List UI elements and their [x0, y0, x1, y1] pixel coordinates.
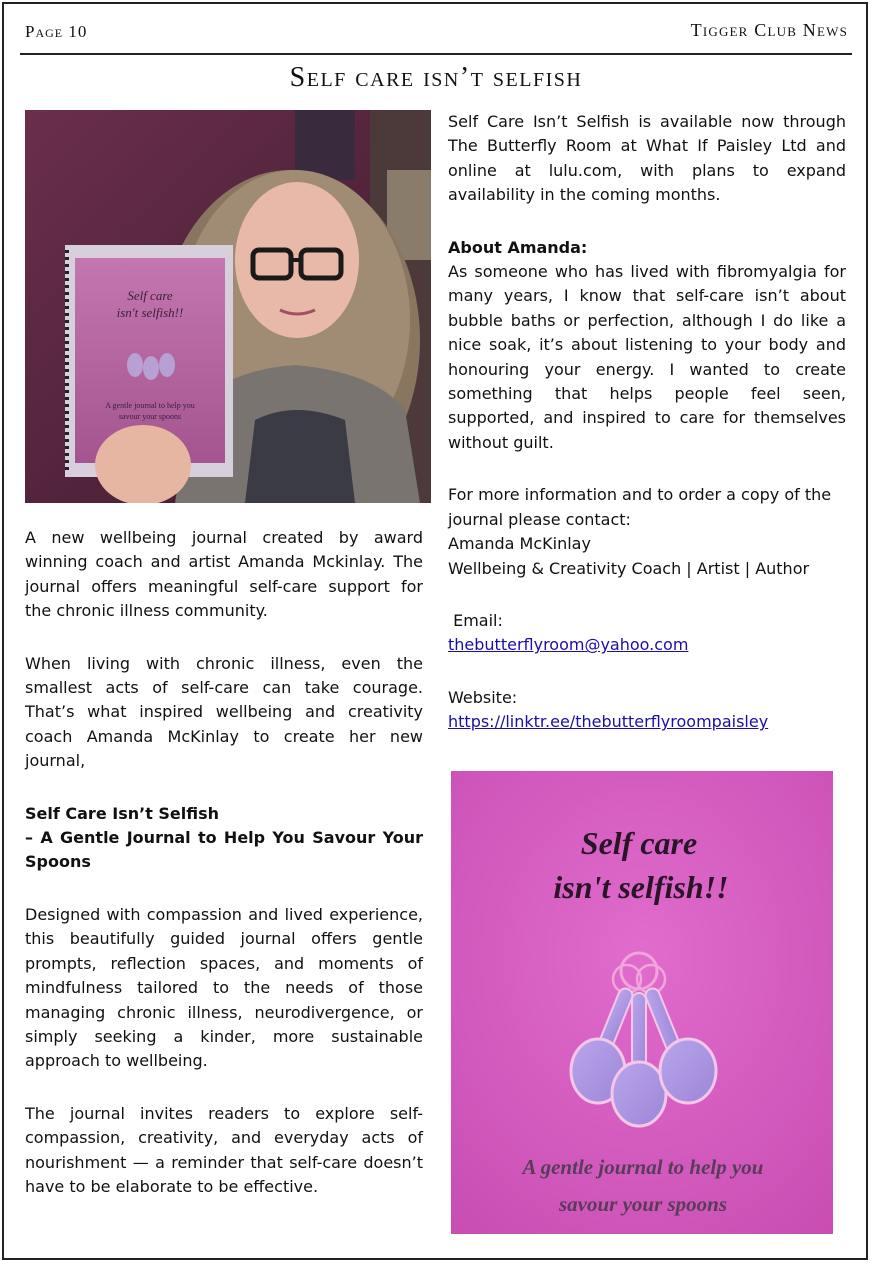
contact-name: Amanda McKinlay	[448, 534, 591, 554]
intro-paragraph: A new wellbeing journal created by award winning coach and artist Amanda Mckinlay. The journal offers meaningful self-care support for the chronic illness community.	[25, 528, 423, 621]
left-column	[25, 526, 423, 1199]
availability-paragraph: Self Care Isn’t Selfish is available now through The Butterfly Room at What If Paisley Ltd and online at lulu.com, with plans to expand availability in the coming months.	[448, 112, 846, 205]
svg-text:savour your spoons: savour your spoons	[118, 412, 182, 421]
contact-intro: For more information and to order a copy of the journal please contact:	[448, 485, 832, 529]
svg-text:Self care: Self care	[127, 288, 173, 303]
contact-role: Wellbeing & Creativity Coach | Artist | Author	[448, 558, 810, 578]
right-column	[448, 110, 846, 735]
cover-subtitle-line1: A gentle journal to help you	[522, 1155, 764, 1179]
journal-cover-image	[451, 771, 833, 1234]
cover-title-line2: isn't selfish!!	[553, 869, 729, 905]
book-title: Self Care Isn’t Selfish	[25, 803, 220, 823]
svg-text:isn't selfish!!: isn't selfish!!	[116, 305, 184, 320]
newsletter-name: Tigger Club News	[690, 20, 848, 40]
invitation-paragraph: The journal invites readers to explore self-compassion, creativity, and everyday acts of nourishment — a reminder that self-care doesn’t have to be elaborate to be effective.	[25, 1103, 423, 1196]
design-paragraph: Designed with compassion and lived experience, this beautifully guided journal offers gentle prompts, reflection spaces, and moments of mindfulness tailored to the needs of those managing chronic illness, neurodivergence, or simply seeking a kinder, more sustainable approach to wellbeing.	[25, 904, 423, 1071]
header-rule	[20, 53, 852, 55]
cover-subtitle-line2: savour your spoons	[558, 1192, 728, 1216]
about-paragraph: As someone who has lived with fibromyalgia for many years, I know that self-care isn’t about bubble baths or perfection, although I do like a nice soak, it’s about listening to your body and honouring your energy. I wanted to create something that helps people feel seen, supported, and inspired to care for themselves without guilt.	[448, 262, 846, 452]
website-label: Website:	[448, 687, 518, 707]
email-label: Email:	[448, 610, 503, 630]
inspiration-paragraph: When living with chronic illness, even the smallest acts of self-care can take courage. That’s what inspired wellbeing and creativity coach Amanda McKinlay to create her new journal,	[25, 653, 423, 771]
website-link[interactable]: https://linktr.ee/thebutterflyroompaisley	[448, 712, 769, 732]
svg-text:A gentle journal to help you: A gentle journal to help you	[105, 401, 195, 410]
about-heading: About Amanda:	[448, 237, 588, 257]
email-link[interactable]: thebutterflyroom@yahoo.com	[448, 635, 689, 655]
page-number: Page 10	[25, 22, 88, 41]
book-subtitle: – A Gentle Journal to Help You Savour Your Spoons	[25, 828, 423, 872]
cover-title-line1: Self care	[580, 825, 698, 861]
author-photo	[25, 110, 431, 503]
article-title: Self care isn’t selfish	[289, 62, 583, 93]
